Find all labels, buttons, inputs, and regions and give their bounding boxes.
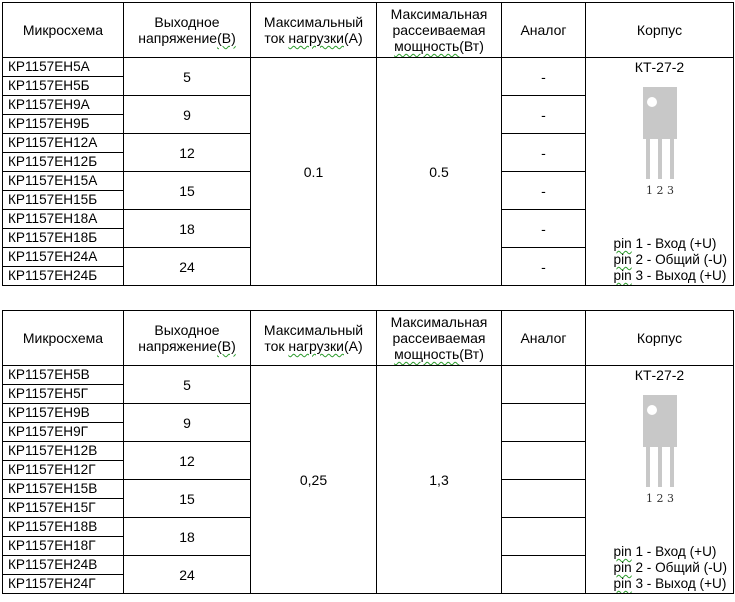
part-number-cell — [3, 153, 124, 172]
analog-value: - — [541, 68, 546, 85]
part-number-cell — [3, 229, 124, 248]
part-number: КР1157ЕН18Г — [8, 538, 96, 553]
voltage-value: 24 — [179, 258, 195, 275]
pinout-legend — [614, 236, 727, 284]
part-number: КР1157ЕН15В — [8, 481, 98, 496]
pinout-line — [614, 252, 727, 268]
spec-table-2 — [2, 310, 734, 594]
header-current-unit: (А) — [344, 338, 363, 354]
part-number-cell — [3, 248, 124, 267]
part-number: КР1157ЕН12В — [8, 443, 98, 458]
header-current-line1: Максимальный — [263, 14, 364, 30]
header-row — [3, 3, 734, 58]
voltage-value: 9 — [183, 106, 191, 123]
voltage-value: 18 — [179, 220, 195, 237]
voltage-cell — [124, 366, 251, 404]
pinout-line — [614, 576, 727, 592]
header-voltage — [124, 311, 251, 366]
header-analog-label: Аналог — [520, 330, 567, 346]
pin-description: 3 - Выход (+U) — [631, 576, 727, 591]
power-cell — [377, 58, 502, 286]
header-current-word2: нагрузки — [288, 30, 344, 46]
part-number: КР1157ЕН5Б — [8, 78, 90, 93]
package-lead-1 — [646, 447, 650, 487]
analog-cell — [502, 366, 586, 404]
analog-cell — [502, 248, 586, 286]
part-number-cell — [3, 499, 124, 518]
package-lead-3 — [670, 139, 674, 179]
header-power-line1: Максимальная — [390, 6, 488, 22]
current-value: 0.1 — [303, 163, 324, 180]
part-number-cell — [3, 385, 124, 404]
header-analog — [502, 3, 586, 58]
part-number-cell — [3, 461, 124, 480]
header-voltage — [124, 3, 251, 58]
voltage-cell — [124, 556, 251, 594]
pin-numbers-label: 1 2 3 — [645, 492, 674, 505]
part-number: КР1157ЕН18В — [8, 519, 98, 534]
part-number-cell — [3, 172, 124, 191]
header-current-word1: ток — [264, 338, 289, 354]
part-number-cell — [3, 191, 124, 210]
part-number-cell — [3, 77, 124, 96]
pin-word: pin — [613, 252, 632, 267]
pin-description: 2 - Общий (-U) — [631, 252, 727, 267]
table-row — [3, 58, 734, 77]
header-chip-label: Микросхема — [22, 22, 104, 38]
part-number: КР1157ЕН24Г — [8, 576, 96, 591]
voltage-value: 5 — [183, 376, 191, 393]
header-power-unit: (Вт) — [459, 38, 484, 54]
header-voltage-line1: Выходное — [154, 322, 220, 338]
part-number: КР1157ЕН12А — [8, 135, 98, 150]
analog-value: - — [541, 144, 546, 161]
pinout-line — [614, 236, 727, 252]
current-cell — [251, 58, 377, 286]
voltage-value: 5 — [183, 68, 191, 85]
part-number: КР1157ЕН5А — [8, 59, 90, 74]
analog-cell — [502, 210, 586, 248]
part-number: КР1157ЕН18Б — [8, 230, 98, 245]
voltage-value: 15 — [179, 182, 195, 199]
package-lead-2 — [658, 447, 662, 487]
header-power-line1: Максимальная — [390, 314, 488, 330]
header-power-unit: (Вт) — [459, 346, 484, 362]
pinout-legend — [614, 544, 727, 592]
analog-cell — [502, 480, 586, 518]
package-lead-3 — [670, 447, 674, 487]
voltage-value: 18 — [179, 528, 195, 545]
header-package-label: Корпус — [636, 22, 683, 38]
header-chip — [3, 311, 124, 366]
part-number: КР1157ЕН12Г — [8, 462, 96, 477]
voltage-cell — [124, 210, 251, 248]
package-body — [643, 87, 677, 139]
voltage-value: 15 — [179, 490, 195, 507]
part-number-cell — [3, 537, 124, 556]
header-power — [377, 311, 502, 366]
part-number: КР1157ЕН18А — [8, 211, 98, 226]
kt-27-2-package-icon — [635, 395, 685, 507]
analog-cell — [502, 172, 586, 210]
header-power-line3: мощность — [394, 38, 460, 54]
part-number-cell — [3, 480, 124, 499]
pin-description: 3 - Выход (+U) — [631, 268, 727, 283]
part-number-cell — [3, 518, 124, 537]
analog-cell — [502, 404, 586, 442]
analog-value: - — [541, 182, 546, 199]
part-number-cell — [3, 58, 124, 77]
part-number: КР1157ЕН9А — [8, 97, 90, 112]
part-number-cell — [3, 134, 124, 153]
header-current-line1: Максимальный — [263, 322, 364, 338]
part-number-cell — [3, 210, 124, 229]
table-row — [3, 366, 734, 385]
header-package-label: Корпус — [636, 330, 683, 346]
pin-description: 1 - Вход (+U) — [631, 544, 717, 559]
package-cell — [586, 58, 734, 286]
analog-cell — [502, 96, 586, 134]
voltage-cell — [124, 134, 251, 172]
spec-table-1 — [2, 2, 734, 286]
part-number-cell — [3, 96, 124, 115]
part-number: КР1157ЕН24В — [8, 557, 98, 572]
part-number: КР1157ЕН15Б — [8, 192, 98, 207]
analog-value: - — [541, 220, 546, 237]
header-chip — [3, 3, 124, 58]
pinout-line — [614, 560, 727, 576]
header-voltage-unit: (В) — [217, 338, 236, 354]
voltage-cell — [124, 480, 251, 518]
header-row — [3, 311, 734, 366]
part-number: КР1157ЕН12Б — [8, 154, 98, 169]
pin-word: pin — [613, 576, 632, 591]
header-current — [251, 3, 377, 58]
header-chip-label: Микросхема — [22, 330, 104, 346]
header-current-word1: ток — [264, 30, 289, 46]
header-power — [377, 3, 502, 58]
header-package — [586, 3, 734, 58]
pin-word: pin — [613, 544, 632, 559]
package-lead-2 — [658, 139, 662, 179]
header-voltage-line2: напряжение — [138, 338, 218, 354]
analog-value: - — [541, 106, 546, 123]
pinout-line — [614, 268, 727, 284]
voltage-value: 12 — [179, 144, 195, 161]
pin-word: pin — [613, 236, 632, 251]
voltage-cell — [124, 404, 251, 442]
part-number-cell — [3, 366, 124, 385]
current-value: 0,25 — [299, 471, 328, 488]
voltage-cell — [124, 172, 251, 210]
package-name: КТ-27-2 — [634, 367, 685, 383]
header-voltage-line2: напряжение — [138, 30, 218, 46]
voltage-cell — [124, 442, 251, 480]
pin-word: pin — [613, 560, 632, 575]
header-current-unit: (А) — [344, 30, 363, 46]
part-number-cell — [3, 267, 124, 286]
package-name: КТ-27-2 — [634, 59, 685, 75]
power-cell — [377, 366, 502, 594]
part-number-cell — [3, 404, 124, 423]
analog-cell — [502, 556, 586, 594]
pin-numbers-label: 1 2 3 — [645, 184, 674, 197]
voltage-cell — [124, 58, 251, 96]
part-number: КР1157ЕН9В — [8, 405, 90, 420]
pin-description: 2 - Общий (-U) — [631, 560, 727, 575]
header-current — [251, 311, 377, 366]
part-number-cell — [3, 442, 124, 461]
voltage-cell — [124, 518, 251, 556]
part-number: КР1157ЕН15А — [8, 173, 98, 188]
mounting-hole — [647, 405, 657, 415]
header-analog — [502, 311, 586, 366]
part-number-cell — [3, 556, 124, 575]
analog-value: - — [541, 258, 546, 275]
voltage-value: 9 — [183, 414, 191, 431]
part-number: КР1157ЕН9Б — [8, 116, 90, 131]
current-cell — [251, 366, 377, 594]
part-number: КР1157ЕН15Г — [8, 500, 96, 515]
part-number-cell — [3, 115, 124, 134]
voltage-cell — [124, 96, 251, 134]
analog-cell — [502, 134, 586, 172]
voltage-value: 12 — [179, 452, 195, 469]
part-number: КР1157ЕН24Б — [8, 268, 98, 283]
part-number: КР1157ЕН5Г — [8, 386, 89, 401]
package-cell — [586, 366, 734, 594]
package-lead-1 — [646, 139, 650, 179]
voltage-cell — [124, 248, 251, 286]
part-number: КР1157ЕН24А — [8, 249, 98, 264]
pinout-line — [614, 544, 727, 560]
analog-cell — [502, 442, 586, 480]
pin-description: 1 - Вход (+U) — [631, 236, 717, 251]
header-voltage-unit: (В) — [217, 30, 236, 46]
power-value: 0.5 — [429, 163, 449, 180]
pin-word: pin — [613, 268, 632, 283]
part-number: КР1157ЕН5В — [8, 367, 90, 382]
header-power-line3: мощность — [394, 346, 460, 362]
header-analog-label: Аналог — [520, 22, 567, 38]
part-number: КР1157ЕН9Г — [8, 424, 89, 439]
mounting-hole — [647, 97, 657, 107]
analog-cell — [502, 58, 586, 96]
analog-cell — [502, 518, 586, 556]
voltage-value: 24 — [179, 566, 195, 583]
power-value: 1,3 — [429, 471, 449, 488]
header-package — [586, 311, 734, 366]
header-power-line2: рассеиваемая — [392, 22, 486, 38]
part-number-cell — [3, 423, 124, 442]
package-body — [643, 395, 677, 447]
kt-27-2-package-icon — [635, 87, 685, 199]
part-number-cell — [3, 575, 124, 594]
header-current-word2: нагрузки — [288, 338, 344, 354]
header-voltage-line1: Выходное — [154, 14, 220, 30]
header-power-line2: рассеиваемая — [392, 330, 486, 346]
